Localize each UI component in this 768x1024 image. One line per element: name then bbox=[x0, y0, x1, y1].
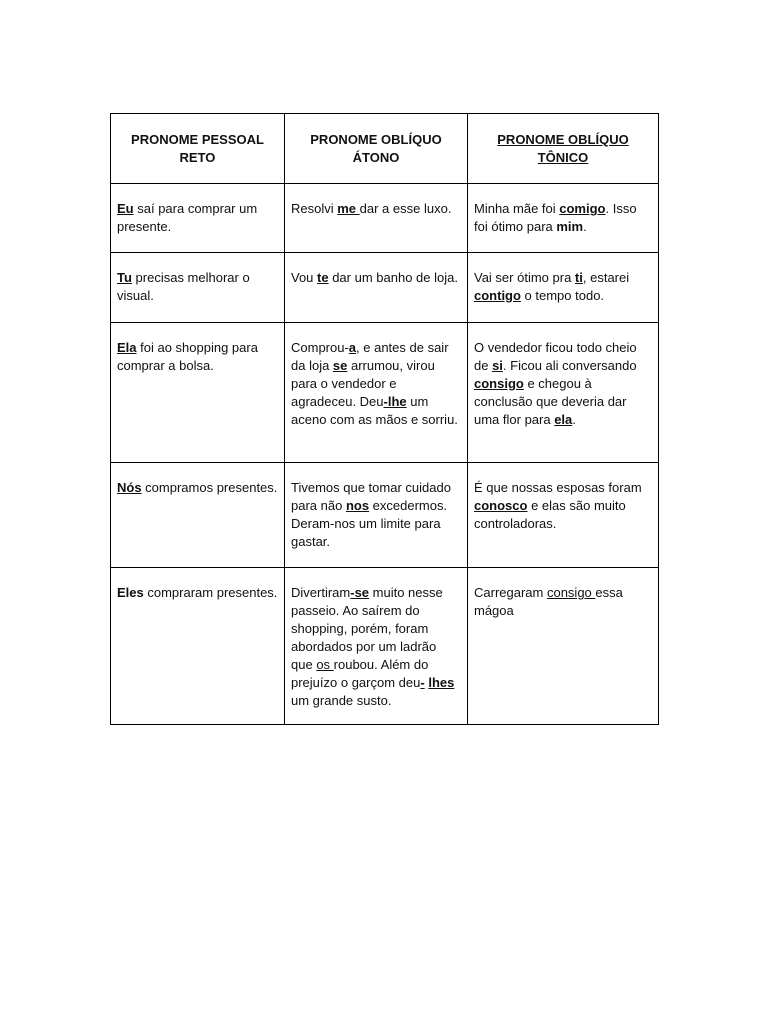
cell-text: o tempo todo. bbox=[520, 288, 605, 303]
header-text: PRONOME OBLÍQUO TÔNICO bbox=[497, 131, 629, 165]
cell-obliquo-tonico bbox=[468, 568, 659, 725]
cell-obliquo-atono bbox=[285, 184, 468, 253]
cell-text: . Isso foi ótimo para bbox=[474, 201, 637, 234]
cell-text: essa mágoa bbox=[474, 585, 623, 618]
pronoun-highlight: te bbox=[317, 270, 329, 285]
table-row bbox=[111, 568, 659, 725]
cell-text: saí para comprar um presente. bbox=[117, 201, 258, 234]
cell-text: arrumou, virou para o vendedor e agradeceu. Deu bbox=[291, 358, 435, 409]
cell-text: e chegou à conclusão que deveria dar uma flor para bbox=[474, 376, 627, 427]
cell-text: compraram presentes. bbox=[143, 585, 278, 600]
cell-text: foi ao shopping para comprar a bolsa. bbox=[117, 340, 258, 373]
pronoun-highlight: Ela bbox=[117, 340, 137, 355]
cell-text: dar um banho de loja. bbox=[328, 270, 458, 285]
cell-text: um grande susto. bbox=[291, 693, 392, 708]
cell-obliquo-tonico bbox=[468, 323, 659, 463]
cell-text: Carregaram bbox=[474, 585, 547, 600]
pronoun-highlight: ti bbox=[574, 270, 583, 285]
cell-pessoal-reto bbox=[111, 568, 285, 725]
pronoun-highlight: -se bbox=[350, 585, 370, 600]
table-header bbox=[111, 114, 659, 184]
header-pronome-obliquo-atono bbox=[285, 114, 468, 184]
pronoun-highlight: consigo bbox=[474, 376, 524, 391]
pronoun-table bbox=[110, 113, 659, 725]
pronoun-highlight: si bbox=[492, 358, 503, 373]
cell-text: Resolvi bbox=[291, 201, 338, 216]
cell-obliquo-atono bbox=[285, 323, 468, 463]
pronoun-highlight: Eu bbox=[117, 201, 134, 216]
pronoun-highlight: se bbox=[332, 358, 348, 373]
cell-pessoal-reto bbox=[111, 184, 285, 253]
pronoun-highlight: nos bbox=[345, 498, 370, 513]
pronoun-highlight: - bbox=[420, 675, 425, 690]
pronoun-highlight: comigo bbox=[559, 201, 606, 216]
cell-obliquo-atono bbox=[285, 463, 468, 568]
pronoun-highlight: a bbox=[348, 340, 357, 355]
cell-obliquo-tonico bbox=[468, 253, 659, 323]
header-pronome-obliquo-tonico bbox=[468, 114, 659, 184]
cell-obliquo-tonico bbox=[468, 184, 659, 253]
pronoun-highlight: me bbox=[337, 201, 360, 216]
pronoun-highlight: ela bbox=[554, 412, 573, 427]
cell-text: , estarei bbox=[582, 270, 630, 285]
cell-text: . bbox=[572, 412, 576, 427]
cell-text: Vai ser ótimo pra bbox=[474, 270, 575, 285]
cell-text: dar a esse luxo. bbox=[359, 201, 452, 216]
cell-text: Minha mãe foi bbox=[474, 201, 560, 216]
cell-text: Comprou- bbox=[291, 340, 349, 355]
pronoun-highlight: consigo bbox=[546, 585, 596, 600]
cell-obliquo-atono bbox=[285, 253, 468, 323]
cell-text: e elas são muito controladoras. bbox=[474, 498, 626, 531]
pronoun-highlight: Tu bbox=[117, 270, 132, 285]
cell-text: excedermos. Deram-nos um limite para gastar. bbox=[291, 498, 448, 549]
cell-text: . bbox=[583, 219, 587, 234]
cell-text: O vendedor ficou todo cheio de bbox=[474, 340, 637, 373]
pronoun-highlight: conosco bbox=[474, 498, 528, 513]
table-row bbox=[111, 463, 659, 568]
table-body bbox=[111, 184, 659, 725]
table-row bbox=[111, 184, 659, 253]
cell-obliquo-atono bbox=[285, 568, 468, 725]
pronoun-highlight: Eles bbox=[117, 585, 144, 600]
cell-pessoal-reto bbox=[111, 463, 285, 568]
cell-text: Tivemos que tomar cuidado para não bbox=[291, 480, 451, 513]
cell-text: roubou. Além do prejuízo o garçom deu bbox=[291, 657, 429, 690]
cell-pessoal-reto bbox=[111, 323, 285, 463]
cell-text: Vou bbox=[291, 270, 318, 285]
pronoun-highlight: mim bbox=[556, 219, 584, 234]
cell-text: muito nesse passeio. Ao saírem do shopping, porém, foram abordados por um ladrão que bbox=[291, 585, 443, 672]
pronoun-highlight: os bbox=[316, 657, 334, 672]
cell-text: um aceno com as mãos e sorriu. bbox=[291, 394, 458, 427]
pronoun-highlight: lhes bbox=[428, 675, 455, 690]
cell-text: Divertiram bbox=[291, 585, 351, 600]
header-text: PRONOME PESSOAL RETO bbox=[131, 131, 264, 165]
cell-text: . Ficou ali conversando bbox=[502, 358, 637, 373]
header-row bbox=[111, 114, 659, 184]
cell-pessoal-reto bbox=[111, 253, 285, 323]
cell-obliquo-tonico bbox=[468, 463, 659, 568]
header-text: PRONOME OBLÍQUO ÁTONO bbox=[310, 131, 442, 165]
header-pronome-pessoal-reto bbox=[111, 114, 285, 184]
table-row bbox=[111, 253, 659, 323]
cell-text: precisas melhorar o visual. bbox=[117, 270, 250, 303]
table-row bbox=[111, 323, 659, 463]
pronoun-highlight: -lhe bbox=[383, 394, 407, 409]
cell-text: compramos presentes. bbox=[141, 480, 278, 495]
cell-text: É que nossas esposas foram bbox=[474, 480, 642, 495]
cell-text: , e antes de sair da loja bbox=[291, 340, 449, 373]
pronoun-highlight: Nós bbox=[117, 480, 142, 495]
pronoun-highlight: contigo bbox=[474, 288, 521, 303]
